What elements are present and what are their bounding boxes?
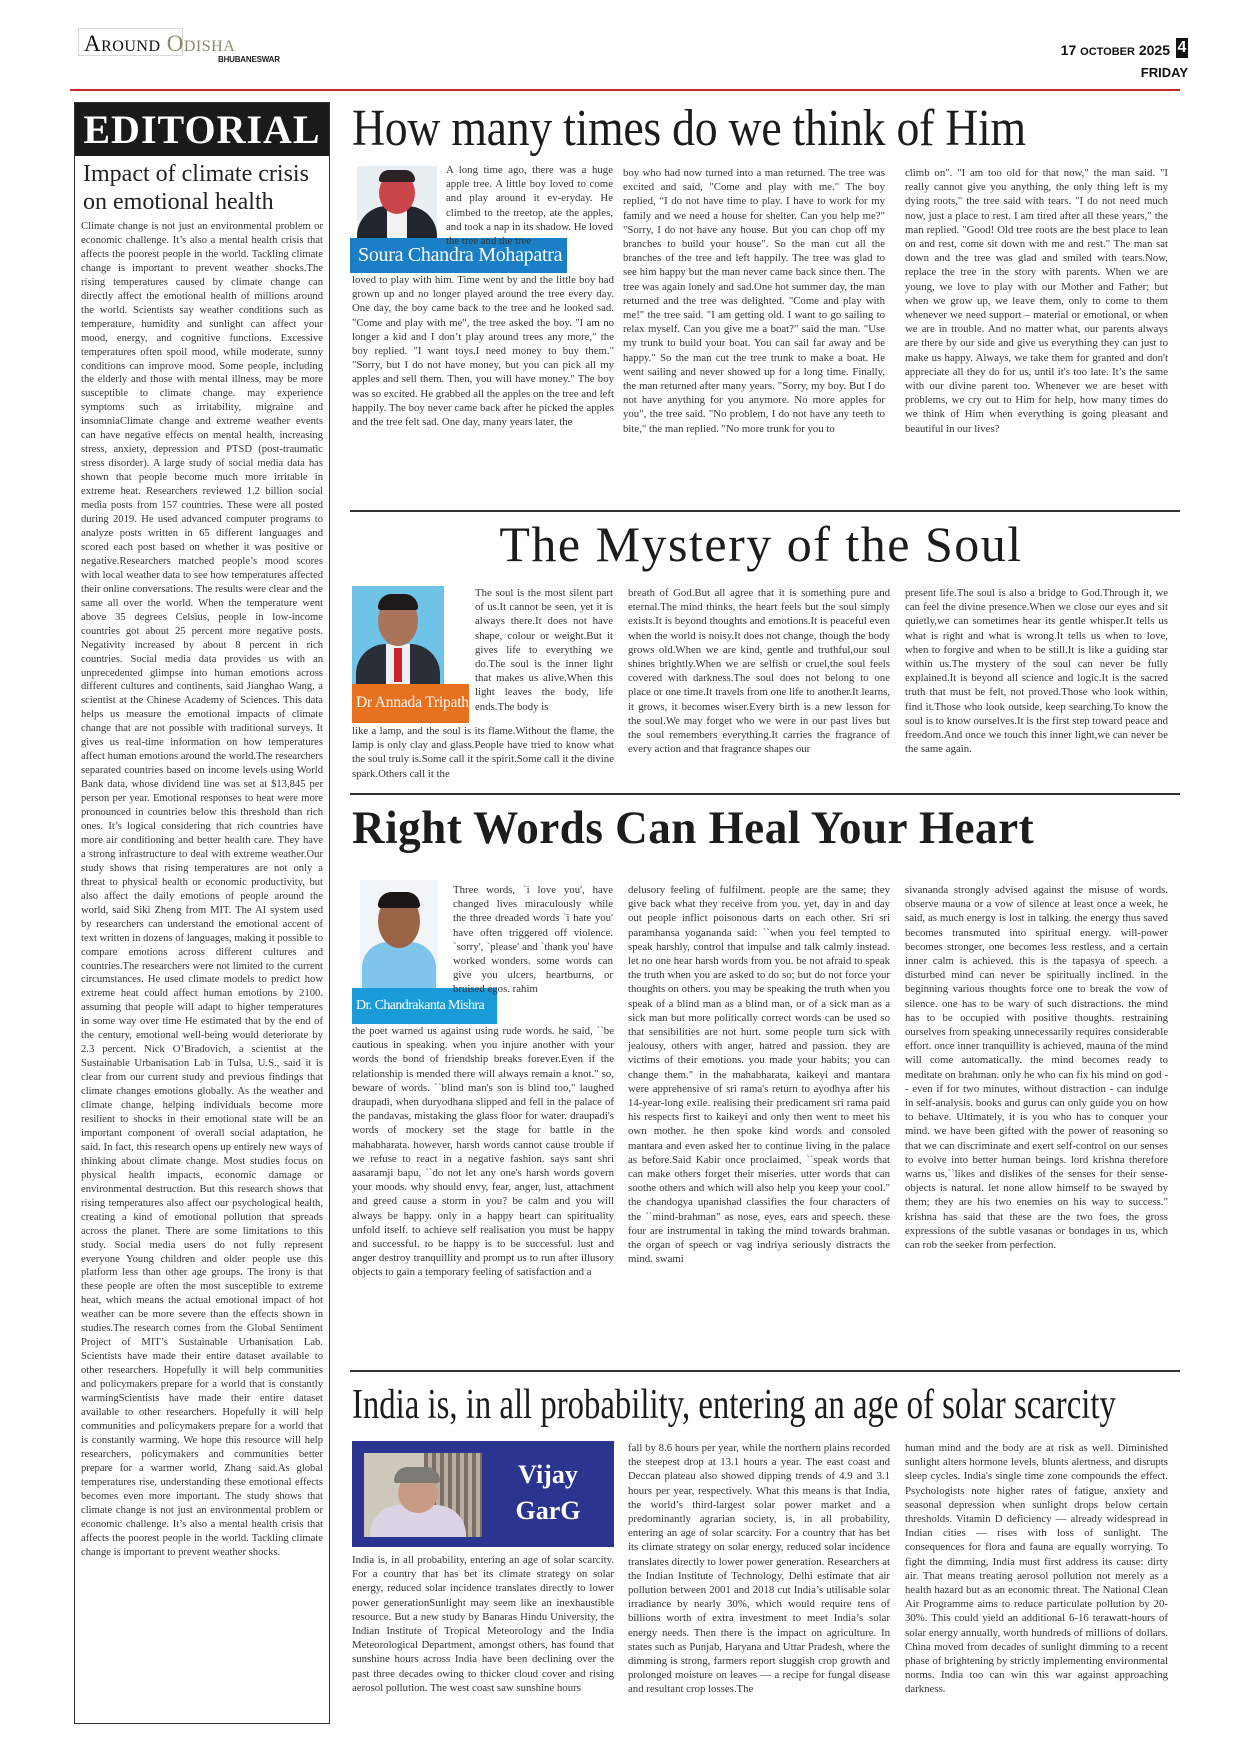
article4-col2: fall by 8.6 hours per year, while the northern plains recorded the steepest drop at 13.1 hours a year. The east coast and Deccan plateau also showed dipping trends of 4.9 and 3.1 hours per year, respectively. What this means is that India, the world’s third-largest solar power market and a predominantly agrarian society, is, in all probability, entering an age of solar scarcity. For a country that has bet its climate strategy on solar energy, reduced solar incidence translates directly to lower power generation. Researchers at the Indian Institute of Technology, Delhi estimate that air pollution between 2001 and 2018 cut India’s utilisable solar irradiance by nearly 30%, which would require tens of billions worth of extra investment to meet India’s solar energy needs. Then there is the impact on agriculture. In states such as Punjab, Haryana and Uttar Pradesh, where the dimming is strong, farmers report sluggish crop growth and prolonged moisture on leaves — a recipe for fungal disease and resultant crop losses.The [628, 1442, 890, 1696]
author-name: Vijay GarG [515, 1460, 581, 1525]
edition-city: BHUBANESWAR [218, 55, 280, 64]
author-name: Soura Chandra Mohapatra [358, 244, 563, 266]
masthead-rule [70, 89, 1180, 91]
author-photo-tripathy [352, 586, 444, 684]
logo-word-around: Around [84, 31, 161, 56]
article1-col2: boy who had now turned into a man returned. The tree was excited and said, "Come and play with me." The boy replied, “I do not have time to play. I have to work for my family and we need a house for shelter. Can you help me?" "Sorry, I do not have any house. But you can chop off my branches to build your house". So the man cut all the branches of the tree and left happily. The tree was glad to see him happy but the man never came back since then. The tree was again lonely and sad.One hot summer day, the man returned and the tree was delighted. "Come and play with me!" the tree said. "I am getting old. I want to go sailing to relax myself. Can you give me a boat?" said the man. "Use my trunk to build your boat. You can sail far away and be happy." So the man cut the tree trunk to make a boat. He went sailing and never showed up for a long time. Finally, the man returned after many years. "Sorry, my boy. But I do not have anything for you anymore. No more apples for you", the tree said. "No problem, I do not have any teeth to bite," the man replied. "No more trunk for you to [623, 167, 885, 435]
article4-col1: India is, in all probability, entering an age of solar scarcity. For a country that has bet its climate strategy on solar energy, reduced solar incidence translates directly to lower power generationSunlight may seem like an inexhaustible resource. But a new study by Banaras Hindu University, the Indian Institute of Tropical Meteorology and the India Meteorological Department, amongst others, has found that sunshine hours across India have been declining over the past three decades owing to thicker cloud cover and rising aerosol pollution. The west coast saw sunshine hours [352, 1554, 614, 1694]
date-day: 17 [1060, 42, 1077, 58]
editorial-banner: EDITORIAL [75, 103, 329, 156]
article3-col1-rest: the poet warned us against using rude words. he said, ``be cautious in speaking. when you injure another with your words the bond of friendship breaks forever.Even if the relationship is mended there will always remain a knot." so, beware of words. ``blind man's son is blind too," laughed draupadi, when duryodhana slipped and fell in the palace of the pandavas, mistaking the glass floor for water. draupadi's words of mockery set the stage for battle in the mahabharata. however, harsh words cannot cause trouble if we refuse to react in a negative fashion. says sant shri aasaramji bapu, ``do not let any one's harsh words govern your moods. why should envy, fear, anger, lust, attachment and greed cause a storm in you? be calm and you will always be happy. only in a happy heart can spirituality unfold itself. to achieve self realisation you must be happy and successful. to be happy is to be successful. lust and anger destroy tranquillity and prompt us to run after illusory objects to gain a temporary feeling of satisfaction and a [352, 1025, 614, 1279]
editorial-box [74, 102, 330, 1724]
article2-col3: present life.The soul is also a bridge to God.Through it, we can feel the divine presence.When we close our eyes and sit quietly,we can sometimes hear its gentle whisper.It tells us what is right and what is wrong.It tells us when to love, when to forgive and when to be still.It is like a guiding star within us.The mystery of the soul can never be fully explained.It is beyond all science and logic.It is the sacred truth that must be felt, not proved.Those who look within, find it.Those who look outside, keep searching.To know the soul is to know ourselves.It is the first step toward peace and freedom.And once we touch this inner light,we can never be the same again. [905, 587, 1168, 756]
article1-col1-intro: A long time ago, there was a huge apple tree. A little boy loved to come and play around it ev-eryday. He climbed to the treetop, ate the apples, and took a nap in its shadow. He loved the tree and the tree [446, 164, 613, 248]
author-photo-mohapatra [357, 166, 437, 238]
article2-col2: breath of God.But all agree that it is something pure and eternal.The mind thinks, the heart feels but the soul simply exists.It is beyond thoughts and emotions.It is peaceful even when the world is noisy.It does not change, though the body grows old.When we are kind, gentle and truthful,our soul shines brightly.When we are selfish or cruel,the soul feels covered with darkness.The soul does not belong to one place or one time.It travels from one life to another.It learns, it grows, it becomes wiser.Every birth is a new lesson for the soul.We may forget who we were in our past lives but the soul remembers everything.It carries the fragrance of every action and that fragrance shapes our [628, 587, 890, 756]
weekday: FRIDAY [1140, 65, 1188, 80]
editorial-title: Impact of climate crisis on emotional health [83, 161, 309, 215]
article4-col3: human mind and the body are at risk as well. Diminished sunlight alters hormone levels, blunts alertness, and disrupts sleep cycles. India's single time zone compounds the effect. Psychologists note higher rates of fatigue, anxiety and seasonal depression when sunlight drops below certain thresholds. Vitamin D deficiency — already widespread in Indian cities — rises with loss of sunlight. The consequences for flora and fauna are equally worrying. To fight the dimming, India must first address its cause: dirty air. That means treating aerosol pollution not merely as a health hazard but as an economic threat. The National Clean Air Programme aims to reduce particulate pollution by 20-30%. This could yield an additional 6-16 terawatt-hours of solar energy annually, worth hundreds of millions of dollars. China moved from decades of sunlight dimming to a recent phase of brightening by strictly implementing environmental norms. India too can win this war against approaching darkness. [905, 1442, 1168, 1696]
editorial-body: Climate change is not just an environmental problem or economic challenge. It’s also a mental health crisis that affects the poorest people in the world. Tackling climate change is important to prevent weather shocks.The rising temperatures caused by climate change can directly affect the emotional health of millions around the world. Scientists say weather conditions such as temperature, humidity and sunlight can affect your mood, energy, and cognitive functions. Excessive temperatures often spoil mood, while moderate, sunny conditions can improve mood. Some people, including the elderly and those with mental illness, may be more susceptible to climate change. may experience symptoms such as irritability, migraine and insomniaClimate change and extreme weather events can have negative effects on mental health, increasing stress, anxiety, depression and PTSD (post-traumatic stress disorder). A large study of social media data has shown that people become much more irritable in extreme heat. Researchers reviewed 1.2 billion social media posts from 157 countries. These were all posted during 2019. He used advanced computer programs to analyze posts written in 65 different languages and scored each post based on whether it was positive or negative.Researchers matched people’s mood scores with local weather data to see how temperatures affected their online conversations. The results were clear and the same all over the world. When the temperature went above 35 degrees Celsius, people in low-income countries got about 25 percent more negative posts. Negativity increased by about 8 percent in rich countries. Social media data provides us with an unprecedented glimpse into human emotions across different cultures and continents, said Jianghao Wang, a scientist at the Chinese Academy of Sciences. This data helps us measure the emotional impacts of climate change that are not possible with traditional surveys. It gives us real-time information on how temperatures affect human emotions around the world.The researchers separated countries based on income levels using World Bank data, whose dividend line was set at $13,845 per person per year. Emotional responses to heat were more pronounced in countries below this threshold than rich ones. It’s logical considering that rich countries have more air conditioning and better health care. They have a strong infrastructure to deal with extreme weather.Our study shows that rising temperatures are not only a threat to physical health or economic productivity, but also affect the daily emotions of people around the world, said Siki Zheng from MIT. The AI system used by researchers can understand the emotional accent of text written in dozens of languages, making it possible to compare emotions across different cultures and countries.The researchers were not limited to the current circumstances. He used climate models to predict how extreme heat could affect human emotions by 2100. assuming that people will adapt to higher temperatures in some way over time He estimated that by the end of the century, emotional well-being would deteriorate by 2.3 percent. Nick O’Bradovich, a scientist at the Sustainable Urbanisation Lab in Tulsa, U.S., said it is clear from our current study and previous findings that climate changes emotions globally. As the weather and climate change, helping individuals become more resilient to shocks in their emotional state will be an important component of overall social adaptation, he said. In fact, this research opens up entirely new ways of thinking about climate change. Most studies focus on physical health impacts, economic damage or environmental destruction. But this research shows that rising temperatures also affect our psychological health, creating a kind of emotional pollution that spreads across the planet. There are some limitations to this study. Social media users do not fully represent everyone Young children and older people use this platform less than other age groups. The irony is that these people are often the most susceptible to extreme heat, which means the actual emotional impact of hot weather can be more severe than the effects shown in studies.The research comes from the Global Sentiment Project of MIT’s Sustainable Urbanisation Lab. Scientists have made their entire dataset available to other researchers. Hopefully it will help communities and policymakers prepare for a world that is constantly warmingScientists have made their entire dataset available to other researchers. Hopefully it will help communities and policymakers prepare for a world that is constantly warming. We hope this resource will help researchers, policymakers and communities better prepare for a warmer world, Zhang said.As global temperatures rise, understanding these emotional effects becomes even more important. The study shows that climate change is not just an environmental problem or economic challenge. It’s also a mental health crisis that affects the poorest people in the world. Tackling climate change is important to prevent weather shocks. [81, 221, 323, 1558]
article3-col1-intro: Three words, `i love you', have changed lives miraculously while the three dreaded words `i hate you' have often triggered off violence. `sorry', `please' and `thank you' have worked wonders. some words can give you ulcers, heartburns, or bruised egos. rahim [453, 884, 613, 996]
article2-col1-intro: The soul is the most silent part of us.It cannot be seen, yet it is always there.It does not have shape, colour or weight.But it gives life to everything we do.The soul is the inner light that makes us alive.When this light leaves the body, life ends.The body is [475, 587, 613, 713]
dateline [1061, 42, 1170, 58]
article1-col3: climb on". "I am too old for that now," the man said. "I really cannot give you anything, the only thing left is my dying roots," the tree said with tears. "I do not need much now, just a place to rest. I am tired after all these years," the man replied. "Good! Old tree roots are the best place to lean on and rest, come sit down with me and rest." The man sat down and the tree was glad and smiled with tears.Now, replace the tree in the story with parents. When we are young, we love to play with our Mother and Father; but when we grow up, we leave them, only to come to them whenever we need support – material or emotional, or when we are in trouble. And no matter what, our parents always are there by our side and give us everything they can just to make us happy. Always, we take them for granted and don't appreciate all they do for us, until it's too late. It’s the same with our divine parent too. Whenever we are beset with problems, we cry out to Him for help, how many times do we think of Him when everything is going pleasant and beautiful in our lives? [905, 167, 1168, 435]
section-rule-2 [350, 793, 1180, 795]
masthead [70, 28, 1188, 84]
author-name: Dr Annada Tripathy [356, 694, 477, 711]
article3-col3: sivananda strongly advised against the misuse of words. observe mauna or a vow of silence at least once a week, he said, as much energy is lost in talking. the energy thus saved becomes transmuted into spiritual energy. will-power becomes stronger, one becomes less restless, and a certain inner calm is achieved. this is the tapasya of speech. a disturbed mind can never be spiritually inclined. in the beginning various thoughts force one to break the vow of silence. one has to be wary of such distractions. the mind has to be occupied with positive thoughts. restraining ourselves from speaking unnecessarily requires considerable effort. once inner tranquillity is achieved, mauna of the mind will come automatically. the mind becomes ready to meditate on brahman. only he who can fix his mind on god -- even if for two minutes, without distraction - can indulge in self-analysis. books and gurus can only guide you on how to behave. Ultimately, it is you who has to conquer your mind. we have been gifted with the power of reasoning so that we can discriminate and exert self-control on our senses to evolve into better human beings. lord krishna therefore warns us,``likes and dislikes of the senses for their sense-objects is natural. let none allow himself to be swayed by them; they are his two enemies on his way to success." krishna has said that these are the two foes, the gross expressions of the subtle vasanas or bondages in us, which can rob the seeker from perfection. [905, 884, 1168, 1252]
article1-col1-rest: loved to play with him. Time went by and the little boy had grown up and no longer played around the tree every day. One day, the boy came back to the tree and he looked sad. "Come and play with me", the tree asked the boy. "I am no longer a kid and I don’t play around trees any more," the boy replied. "I want toys.I need money to buy them." "Sorry, but I do not have money, but you can pick all my apples and sell them. Then, you will have money." The boy was so excited. He grabbed all the apples on the tree and left happily. The boy never came back after he picked the apples and the tree felt sad. One day, many years later, the [352, 274, 614, 429]
author-name: Dr. Chandrakanta Mishra [356, 998, 485, 1013]
logo-word-odisha: Odisha [166, 31, 236, 56]
article-headline-right-words[interactable]: Right Words Can Heal Your Heart [352, 802, 1035, 854]
article-headline-solar-scarcity[interactable]: India is, in all probability, entering an age of solar scarcity [352, 1382, 1116, 1428]
author-photo-garg [364, 1453, 482, 1537]
article2-col1-rest: like a lamp, and the soul is its flame.Without the flame, the lamp is only clay and glass.People have tried to know what the soul truly is.Some call it the spirit.Some call it the divine spark.Others call it the [352, 725, 614, 780]
author-byline-garg [352, 1441, 614, 1547]
section-rule-3 [350, 1370, 1180, 1372]
page-number: 4 [1177, 39, 1187, 56]
article-headline-mystery-of-soul[interactable]: The Mystery of the Soul [499, 516, 1023, 572]
newspaper-logo[interactable] [84, 31, 235, 57]
section-rule-1 [350, 510, 1180, 512]
author-photo-mishra [360, 880, 438, 990]
article3-col2: delusory feeling of fulfilment. people are the same; they give back what they receive from you. yet, day in and day out people inflict poisonous darts on each other. Sri sri paramhansa yogananda said: ``when you feel tempted to speak harshly, control that impulse and talk calmly instead. let no one hear harsh words from you. be not afraid to speak the truth when you are asked to do so; but do not force your thoughts on others. you may be speaking the truth when you speak of a blind man as a blind man, or of a sick man as a sick man but more politically correct words can be used so that sensibilities are not hurt. some people turn sick with jealousy, others with anger, hatred and passion. they are victims of their emotions. you made your habits; you can change them." in the mahabharata, kaikeyi and mantara were apprehensive of sri rama's return to ayodhya after his 14-year-long exile. realising their predicament sri rama paid his respects first to kaikeyi and only then went to meet his own mother. he then spoke kind words and consoled mantara and even asked her to continue living in the palace as before.Said Kabir once proclaimed, ``speak words that can make others forget their miseries. utter words that can soothe others and which will also help you keep your cool." the chandogya upanishad classifies the four characters of the ``mind-brahman" as nose, eyes, ears and speech. these four are instrumental in taking the mind towards brahman. the organ of speech or vag indriya seriously distracts the mind. swami [628, 884, 890, 1266]
author-byline-tripathy [352, 684, 477, 723]
date-year: 2025 [1138, 42, 1170, 58]
article-headline-think-of-him[interactable]: How many times do we think of Him [352, 100, 1026, 157]
date-month: OCTOBER [1080, 46, 1135, 58]
